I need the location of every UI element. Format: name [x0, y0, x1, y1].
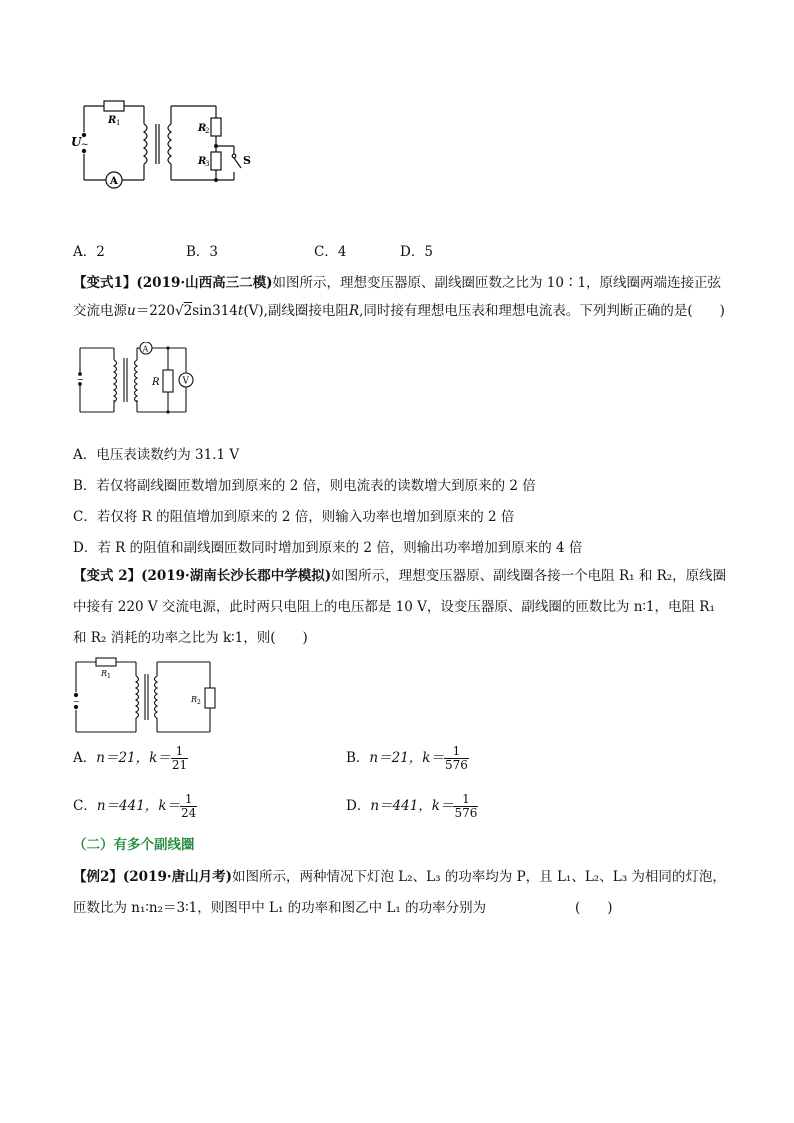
v1-option-a: A．电压表读数约为 31.1 V	[73, 447, 240, 463]
v2-option-c-fraction: $\frac{1}{24}$	[181, 792, 197, 820]
v1-option-b: B．若仅将副线圈匝数增加到原来的 2 倍，则电流表的读数增大到原来的 2 倍	[73, 478, 536, 494]
v2-r1-label: R	[101, 669, 108, 678]
q1-option-c: C．4	[314, 244, 347, 260]
v2-r2-sub: 2	[197, 699, 201, 706]
q1-r3-label: R	[198, 156, 207, 167]
q1-r2-label: R	[198, 123, 207, 134]
q1-r1-sub: 1	[116, 119, 121, 127]
q1-option-a: A．2	[73, 244, 105, 260]
ex2-answer-bracket: ( )	[575, 900, 613, 916]
v2-source: (2019·湖南长沙长郡中学模拟)	[141, 568, 332, 584]
q1-circuit-diagram	[70, 96, 260, 192]
ex2-text-1: 如图所示，两种情况下灯泡 L₂、L₃ 的功率均为 P，且 L₁、L₂、L₃ 为相同的灯泡，	[231, 869, 726, 885]
v2-option-b: B．n＝21，k＝ $\frac{1}{576}$	[346, 744, 468, 772]
v1-option-d: D．若 R 的阻值和副线圈匝数同时增加到原来的 2 倍，则输出功率增加到原来的 4 倍	[73, 540, 583, 556]
q1-ammeter-label: A	[110, 176, 118, 187]
q1-source-label: U	[71, 135, 82, 149]
v2-option-d-fraction: $\frac{1}{576}$	[454, 792, 478, 820]
v2-question-line-3: 和 R₂ 消耗的功率之比为 k∶1，则( )	[73, 630, 308, 646]
v2-r1-sub: 1	[107, 673, 111, 680]
v1-question-line-2: 交流电源u＝220√2sin314t(V),副线圈接电阻R,同时接有理想电压表和理想电流表。下列判断正确的是( )	[73, 303, 725, 319]
v1-voltmeter-label: V	[182, 376, 189, 387]
v2-question-line-2: 中接有 220 V 交流电源，此时两只电阻上的电压都是 10 V，设变压器原、副线圈的匝数比为 n∶1，电阻 R₁	[73, 599, 715, 615]
v2-option-c: C．n＝441，k＝ $\frac{1}{24}$	[73, 792, 197, 820]
ex2-tag: 【例2】	[73, 869, 123, 885]
v2-circuit-diagram	[70, 656, 222, 736]
q1-r2-sub: 2	[205, 127, 210, 135]
v2-r2-label: R	[191, 695, 198, 704]
v1-ammeter-label: A	[142, 344, 149, 354]
q1-switch-label: S	[243, 154, 251, 167]
section-title: （二）有多个副线圈	[73, 837, 195, 853]
q1-option-d: D．5	[400, 244, 433, 260]
v2-tilde-icon: ~	[73, 697, 80, 706]
v1-circuit-diagram	[74, 342, 198, 416]
v2-option-a: A．n＝21，k＝ $\frac{1}{21}$	[73, 744, 188, 772]
v2-option-a-fraction: $\frac{1}{21}$	[171, 744, 188, 772]
v2-option-d: D．n＝441，k＝ $\frac{1}{576}$	[346, 792, 478, 820]
v1-tilde-icon: ~	[77, 375, 84, 384]
v2-text-1: 如图所示，理想变压器原、副线圈各接一个电阻 R₁ 和 R₂，原线圈	[331, 568, 727, 584]
q1-r1-label: R	[108, 115, 117, 126]
v1-resistor-label: R	[152, 377, 160, 388]
ex2-source: (2019·唐山月考)	[122, 869, 232, 885]
q1-option-b: B．3	[186, 244, 219, 260]
v2-tag: 【变式 2】	[73, 568, 142, 584]
ex2-question-line-2: 匝数比为 n₁∶n₂＝3∶1，则图甲中 L₁ 的功率和图乙中 L₁ 的功率分别为	[73, 900, 487, 916]
v1-tag: 【变式1】	[73, 275, 137, 291]
v1-option-c: C．若仅将 R 的阻值增加到原来的 2 倍，则输入功率也增加到原来的 2 倍	[73, 509, 515, 525]
q1-tilde-icon: ~	[81, 140, 89, 150]
q1-r3-sub: 3	[205, 160, 210, 168]
v2-question-line-1	[73, 567, 726, 585]
ex2-question-line-1	[73, 868, 726, 886]
v2-option-b-fraction: $\frac{1}{576}$	[444, 744, 468, 772]
v1-source: (2019·山西高三二模)	[136, 275, 273, 291]
v1-text-1: 如图所示，理想变压器原、副线圈匝数之比为 10∶1，原线圈两端连接正弦	[272, 275, 722, 291]
v1-question-line-1	[73, 274, 721, 292]
